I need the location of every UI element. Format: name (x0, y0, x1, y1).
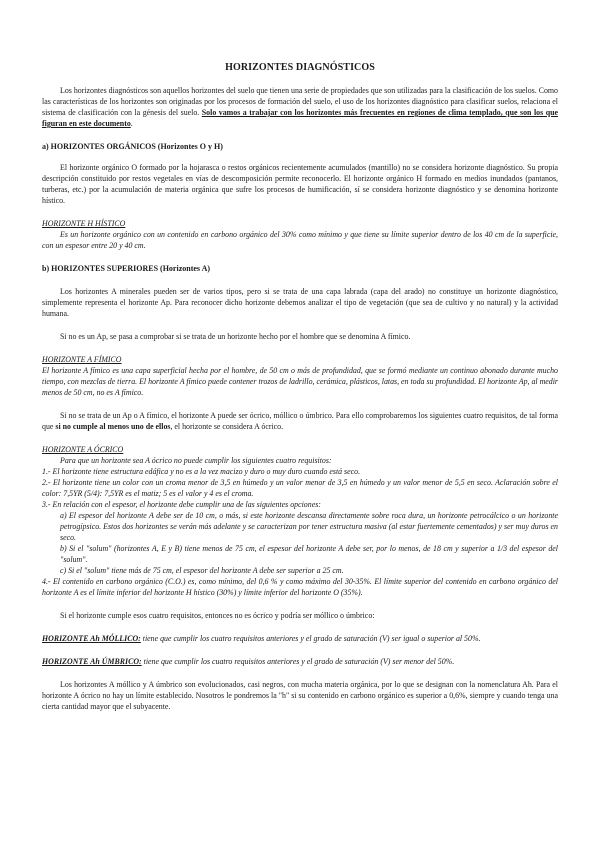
a-ocrico-item-4: 4.- El contenido en carbono orgánico (C.O.) es, como mínimo, del 0,6 % y como máximo del 30-35%. El límite superior del contenido en carbono orgánico del horizonte A es el límite inferior del horizonte H hístico (30%) y límite inferior del horizonte O (35%). (42, 577, 558, 597)
a-fimico-text: El horizonte A fímico es una capa superficial hecha por el hombre, de 50 cm o más de profundidad, que se formó mediante un continuo abonado durante mucho tiempo, con mezclas de tierra. El horizonte A fímico puede contener trozos de ladrillo, cerámica, plásticos, latas, en toda su profundidad. El horizonte Ap, al medir menos de 50 cm, no es A fímico. (42, 366, 558, 397)
document-body (42, 62, 558, 712)
intro-paragraph (42, 85, 558, 129)
ah-mollico-heading: HORIZONTE Ah MÓLLICO: (42, 634, 141, 643)
section-a-paragraph: El horizonte orgánico O formado por la hojarasca o restos orgánicos recientemente acumulados (mantillo) no se considera horizonte diagnóstico. Su propia descripción constituido por restos vegetales en vías de descomposición permite reconocerlo. El horizonte orgánico H formado en medios inundados (pantanos, turberas, etc.) por la acumulación de materia orgánica que sufre los procesos de humificación, sí se considera horizonte diagnóstico y se denomina horizonte hístico. (42, 163, 558, 205)
document-title: HORIZONTES DIAGNÓSTICOS (225, 62, 375, 73)
h-histico-heading: HORIZONTE H HÍSTICO (42, 219, 126, 228)
a-ocrico-subitem-b: b) Si el "solum" (horizontes A, E y B) tiene menos de 75 cm, el espesor del horizonte A debe ser, por lo menos, de 18 cm y superior a 1/3 del espesor del "solum". (60, 544, 558, 564)
ah-mollico-text: tiene que cumplir los cuatro requisitos anteriores y el grado de saturación (V) ser igual o superior al 50%. (140, 634, 481, 643)
a-fimico-follow-post: , el horizonte se considera A ócrico. (170, 422, 284, 431)
a-fimico-heading: HORIZONTE A FÍMICO (42, 355, 122, 364)
intro-emphasis: Solo vamos a trabajar con los horizontes más frecuentes en regiones de clima templado, que son los que figuran en este documento (42, 108, 558, 128)
ah-umbrico-paragraph (42, 656, 558, 667)
a-fimico-follow-bold: si no cumple al menos uno de ellos (55, 422, 171, 431)
section-b-paragraph-2: Si no es un Ap, se pasa a comprobar si se trata de un horizonte hecho por el hombre que se denomina A fímico. (60, 332, 411, 341)
section-b-paragraph-1: Los horizontes A minerales pueden ser de varios tipos, pero si se trata de una capa labrada (capa del arado) no constituye un horizonte diagnóstico, simplemente representa el horizonte Ap. Para reconocer dicho horizonte debemos analizar el tipo de vegetación (que sea de cultivo y no natural) y la actividad humana. (42, 287, 558, 318)
intro-text: Los horizontes diagnósticos son aquellos horizontes del suelo que tienen una serie de propiedades que son utilizadas para la clasificación de los suelos. Como las características de los horizontes son originadas por los procesos de formación del suelo, el uso de los horizontes diagnóstico para clasificar suelos, relaciona el sistema de clasificación con la génesis del suelo. (42, 86, 558, 117)
closing-paragraph: Los horizontes A móllico y A úmbrico son evolucionados, casi negros, con mucha materia orgánica, por lo que se designan con la nomenclatura Ah. Para el horizonte A ócrico no hay un límite establecido. Nosotros le pondremos la "h" si su contenido en carbono orgánico es superior a 0,6%, siempre y cuando tenga una cierta cantidad mayor que el subyacente. (42, 680, 558, 711)
a-ocrico-heading: HORIZONTE A ÓCRICO (42, 445, 124, 454)
ah-mollico-paragraph (42, 633, 558, 644)
intro-end: . (130, 119, 133, 128)
a-ocrico-item-3: 3.- En relación con el espesor, el horizonte debe cumplir una de las siguientes opciones: (42, 500, 321, 509)
section-b-heading-main: b) HORIZONTES SUPERIORES (42, 264, 159, 273)
section-b-heading (42, 263, 558, 274)
a-fimico-follow-pre: Si no se trata de un Ap o A fímico, el horizonte A puede ser ócrico, móllico o úmbrico. Para ello comprobaremos los siguientes cuatro requisitos, de tal forma que (42, 411, 558, 431)
a-ocrico-item-2: 2.- El horizonte tiene un color con un croma menor de 3,5 en húmedo y un valor menor de 3,5 en húmedo y un valor menor de 5,5 en seco. Aclaración sobre el color: 7,5YR (5/4): 7,5YR es el matiz; 5 es el valor y 4 es el croma. (42, 478, 558, 498)
a-ocrico-subitem-a: a) El espesor del horizonte A debe ser de 10 cm, o más, si este horizonte descansa directamente sobre roca dura, un horizonte petrocálcico o un horizonte petrogípsico. Estos dos horizontes se verán más adelante y se caracterizan por tener estructura masiva (al estar fuertemente cementados) y ser muy duros en seco. (60, 511, 558, 542)
section-b-heading-paren: (Horizontes A) (158, 264, 211, 273)
a-fimico-follow (42, 410, 558, 432)
ah-umbrico-heading: HORIZONTE Ah ÚMBRICO: (42, 657, 142, 666)
ah-umbrico-text: tiene que cumplir los cuatro requisitos anteriores y el grado de saturación (V) ser menor del 50%. (141, 657, 455, 666)
section-a-heading-main: a) HORIZONTES ORGÁNICOS (42, 142, 156, 151)
a-ocrico-subitem-c: c) Si el "solum" tiene más de 75 cm, el espesor del horizonte A debe ser superior a 25 cm. (60, 566, 344, 575)
a-ocrico-item-1: 1.- El horizonte tiene estructura edáfica y no es a la vez macizo y duro o muy duro cuando está seco. (42, 467, 361, 476)
h-histico-text: Es un horizonte orgánico con un contenido en carbono orgánico del 30% como mínimo y que tiene su límite superior dentro de los 40 cm de la superficie, con un espesor entre 20 y 40 cm. (42, 230, 558, 250)
a-ocrico-lead: Para que un horizonte sea A ócrico no puede cumplir los siguientes cuatro requisitos: (60, 456, 332, 465)
after-requisitos-paragraph: Si el horizonte cumple esos cuatro requisitos, entonces no es ócrico y podría ser móllico o úmbrico: (60, 611, 375, 620)
section-a-heading-paren: (Horizontes O y H) (155, 142, 223, 151)
section-a-heading (42, 141, 558, 152)
